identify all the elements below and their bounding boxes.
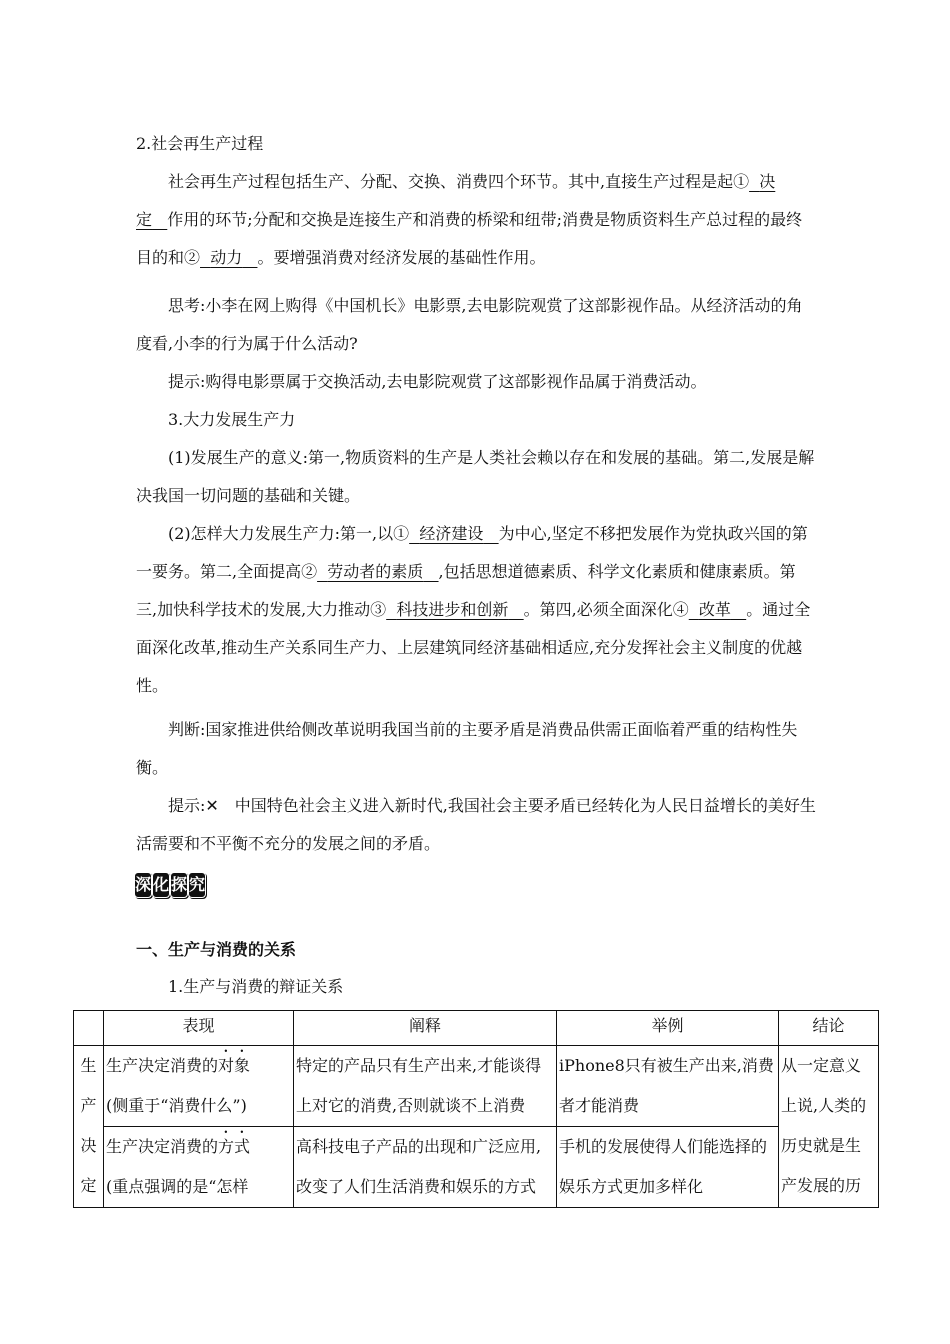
hint-judge: 提示:✕ 中国特色社会主义进入新时代,我国社会主要矛盾已经转化为人民日益增长的美好生活需要和不平衡不充分的发展之间的矛盾。 (136, 796, 816, 853)
judge-statement: 判断:国家推进供给侧改革说明我国当前的主要矛盾是消费品供需正面临着严重的结构性失衡。 (136, 720, 798, 777)
paragraph-significance: (1)发展生产的意义:第一,物质资料的生产是人类社会赖以存在和发展的基础。第二,发展是解决我国一切问题的基础和关键。 (136, 448, 815, 505)
think-question: 思考:小李在网上购得《中国机长》电影票,去电影院观赏了这部影视作品。从经济活动的角度看,小李的行为属于什么活动? (136, 296, 803, 353)
badge-char-3: 探 (170, 872, 188, 898)
paragraph-how-develop: (2)怎样大力发展生产力:第一,以① 经济建设 为中心,坚定不移把发展作为党执政兴国的第一要务。第二,全面提高② 劳动者的素质 ,包括思想道德素质、科学文化素质和健康素质。第三,加快科学技术的发展,大力推动③ 科技进步和创新 。第四,必须全面深化④ 改革 。通过全面深化改革,推动生产关系同生产力、上层建筑同经济基础相适应,充分发挥社会主义制度的优越性。 (136, 524, 811, 695)
table-row (74, 1046, 879, 1127)
blank-answer-6: 改革 (698, 600, 731, 619)
cell-explain-2: 高科技电子产品的出现和广泛应用,改变了人们生活消费和娱乐的方式 (294, 1127, 557, 1208)
badge-char-1: 深 (134, 872, 152, 898)
section-heading: 一、生产与消费的关系 (136, 940, 297, 959)
hint-text: 提示:购得电影票属于交换活动,去电影院观赏了这部影视作品属于消费活动。 (168, 372, 707, 391)
cell-method: 生产决定消费的方式 (重点强调的是“怎样 (104, 1127, 294, 1208)
cell-object: 生产决定消费的对象 (侧重于“消费什么”) (104, 1046, 294, 1127)
badge-char-4: 究 (188, 872, 206, 898)
table-row (74, 1127, 879, 1208)
header-example: 举例 (557, 1011, 779, 1046)
header-conclusion: 结论 (779, 1011, 879, 1046)
row-label: 生 产 决 定 (74, 1046, 104, 1208)
relation-table (73, 1010, 879, 1208)
header-manifestation: 表现 (104, 1011, 294, 1046)
cell-explain-1: 特定的产品只有生产出来,才能谈得上对它的消费,否则就谈不上消费 (294, 1046, 557, 1127)
deepen-explore-badge (134, 872, 206, 898)
blank-answer-1: 决定 (136, 172, 776, 229)
blank-answer-3: 经济建设 (419, 524, 484, 543)
header-explanation: 阐释 (294, 1011, 557, 1046)
blank-answer-4: 劳动者的素质 (327, 562, 424, 581)
section-title-productivity: 3.大力发展生产力 (168, 410, 296, 429)
cell-example-1: iPhone8只有被生产出来,消费者才能消费 (557, 1046, 779, 1127)
header-empty (74, 1011, 104, 1046)
cell-example-2: 手机的发展使得人们能选择的娱乐方式更加多样化 (557, 1127, 779, 1208)
table-header-row (74, 1011, 879, 1046)
paragraph-reproduction: 社会再生产过程包括生产、分配、交换、消费四个环节。其中,直接生产过程是起① 决定 作用的环节;分配和交换是连接生产和消费的桥梁和纽带;消费是物质资料生产总过程的最终目的和② 动力 。要增强消费对经济发展的基础性作用。 (136, 172, 803, 267)
sub-heading: 1.生产与消费的辩证关系 (168, 977, 344, 996)
blank-answer-5: 科技进步和创新 (396, 600, 509, 619)
blank-answer-2: 动力 (210, 248, 243, 267)
badge-char-2: 化 (152, 872, 170, 898)
section-title-reproduction: 2.社会再生产过程 (136, 134, 264, 153)
cell-conclusion: 从一定意义上说,人类的历史就是生产发展的历 (779, 1046, 879, 1208)
